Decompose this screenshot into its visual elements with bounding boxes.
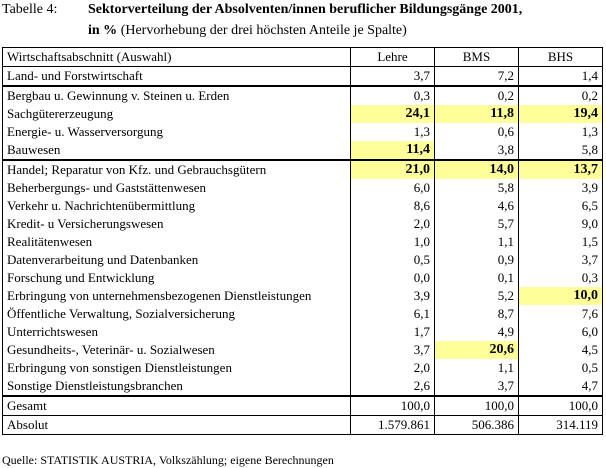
- table-title: Sektorverteilung der Absolventen/innen beruflicher Bildungsgänge 2001,: [88, 2, 523, 17]
- cell-bms: 4,9: [435, 323, 519, 341]
- cell-lehre: 2,0: [351, 215, 435, 233]
- table-row: [3, 141, 603, 160]
- cell-lehre: 1.579.861: [351, 416, 435, 435]
- cell-bhs: 1,3: [519, 123, 603, 141]
- cell-lehre: 1,0: [351, 233, 435, 251]
- cell-lehre-highlighted: 21,0: [351, 160, 435, 179]
- table-row: [3, 179, 603, 197]
- cell-bhs: 100,0: [519, 396, 603, 416]
- row-label: Kredit- u Versicherungswesen: [7, 216, 164, 231]
- cell-lehre: 0,0: [351, 269, 435, 287]
- table-row: [3, 305, 603, 323]
- cell-bms: 506.386: [435, 416, 519, 435]
- row-label: Absolut: [3, 416, 351, 435]
- row-label: Erbringung von sonstigen Dienstleistungen: [7, 360, 232, 375]
- row-label: Sachgütererzeugung: [7, 106, 114, 121]
- cell-lehre: 6,0: [351, 179, 435, 197]
- cell-bhs: 1,4: [519, 67, 603, 87]
- table-header-row: [3, 48, 603, 67]
- row-label: Bauwesen: [7, 142, 61, 157]
- cell-bhs: 0,3: [519, 269, 603, 287]
- header-lehre: Lehre: [351, 48, 435, 67]
- cell-lehre: 3,9: [351, 287, 435, 305]
- cell-lehre: 0,3: [351, 86, 435, 105]
- cell-bhs: 4,7: [519, 377, 603, 396]
- table-row: [3, 215, 603, 233]
- table-row: [3, 160, 603, 179]
- cell-bms: 5,8: [435, 179, 519, 197]
- row-label: Gesundheits-, Veterinär- u. Sozialwesen: [7, 342, 215, 357]
- cell-lehre-highlighted: 24,1: [351, 105, 435, 123]
- cell-bms-highlighted: 20,6: [435, 341, 519, 359]
- cell-bms: 7,2: [435, 67, 519, 87]
- cell-bhs: 7,6: [519, 305, 603, 323]
- sector-distribution-table: [2, 47, 603, 435]
- cell-lehre: 1,7: [351, 323, 435, 341]
- cell-bms: 5,7: [435, 215, 519, 233]
- table-row: [3, 233, 603, 251]
- cell-bms: 0,9: [435, 251, 519, 269]
- header-sector: Wirtschaftsabschnitt (Auswahl): [3, 48, 351, 67]
- table-row: [3, 269, 603, 287]
- row-label: Energie- u. Wasserversorgung: [7, 124, 163, 139]
- table-row: [3, 341, 603, 359]
- cell-bms: 4,6: [435, 197, 519, 215]
- cell-bhs: 1,5: [519, 233, 603, 251]
- table-row: [3, 197, 603, 215]
- cell-bms: 1,1: [435, 359, 519, 377]
- cell-lehre: 3,7: [351, 67, 435, 87]
- cell-bms: 0,6: [435, 123, 519, 141]
- cell-lehre-highlighted: 11,4: [351, 141, 435, 160]
- cell-bms: 0,1: [435, 269, 519, 287]
- row-label: Realitätenwesen: [7, 234, 93, 249]
- cell-bhs: 0,5: [519, 359, 603, 377]
- cell-lehre: 3,7: [351, 341, 435, 359]
- row-label: Verkehr u. Nachrichtenübermittlung: [7, 198, 196, 213]
- cell-bms: 1,1: [435, 233, 519, 251]
- cell-bhs: 5,8: [519, 141, 603, 160]
- row-label: Öffentliche Verwaltung, Sozialversicherung: [7, 306, 236, 321]
- table-subtitle: [88, 22, 600, 40]
- cell-bms: 0,2: [435, 86, 519, 105]
- cell-bms: 8,7: [435, 305, 519, 323]
- cell-bms: 3,8: [435, 141, 519, 160]
- row-label: Sonstige Dienstleistungsbranchen: [7, 378, 183, 393]
- cell-bms: 100,0: [435, 396, 519, 416]
- cell-lehre: 6,1: [351, 305, 435, 323]
- table-number: Tabelle 4:: [2, 2, 58, 17]
- cell-bhs: 0,2: [519, 86, 603, 105]
- table-row: [3, 377, 603, 396]
- cell-lehre: 2,0: [351, 359, 435, 377]
- cell-lehre: 0,5: [351, 251, 435, 269]
- cell-lehre: 100,0: [351, 396, 435, 416]
- table-row: [3, 123, 603, 141]
- table-row: [3, 396, 603, 416]
- source-note: Quelle: STATISTIK AUSTRIA, Volkszählung; eigene Berechnungen: [2, 453, 334, 467]
- unit-label: in %: [88, 23, 118, 38]
- cell-bhs: 314.119: [519, 416, 603, 435]
- cell-lehre: 1,3: [351, 123, 435, 141]
- table-row: [3, 323, 603, 341]
- cell-bhs: 3,7: [519, 251, 603, 269]
- cell-bms-highlighted: 11,8: [435, 105, 519, 123]
- table-row: [3, 105, 603, 123]
- row-label: Unterrichtswesen: [7, 324, 98, 339]
- row-label: Land- und Forstwirtschaft: [7, 68, 143, 83]
- cell-bhs: 4,5: [519, 341, 603, 359]
- row-label: Forschung und Entwicklung: [7, 270, 155, 285]
- table-row: [3, 67, 603, 87]
- header-bms: BMS: [435, 48, 519, 67]
- row-label: Gesamt: [3, 396, 351, 416]
- row-label: Beherbergungs- und Gaststättenwesen: [7, 180, 207, 195]
- table-row: [3, 359, 603, 377]
- row-label: Erbringung von unternehmensbezogenen Dienstleistungen: [7, 288, 312, 303]
- table-row: [3, 251, 603, 269]
- subtitle-note: (Hervorhebung der drei höchsten Anteile je Spalte): [117, 23, 407, 38]
- row-label: Bergbau u. Gewinnung v. Steinen u. Erden: [3, 86, 351, 105]
- cell-bms-highlighted: 14,0: [435, 160, 519, 179]
- cell-bhs-highlighted: 19,4: [519, 105, 603, 123]
- cell-bhs: 6,5: [519, 197, 603, 215]
- cell-bms: 5,2: [435, 287, 519, 305]
- cell-bhs-highlighted: 13,7: [519, 160, 603, 179]
- table-row: [3, 86, 603, 105]
- cell-bhs: 9,0: [519, 215, 603, 233]
- table-row: [3, 287, 603, 305]
- table-row: [3, 416, 603, 435]
- header-bhs: BHS: [519, 48, 603, 67]
- cell-bhs: 6,0: [519, 323, 603, 341]
- cell-bms: 3,7: [435, 377, 519, 396]
- cell-bhs-highlighted: 10,0: [519, 287, 603, 305]
- cell-bhs: 3,9: [519, 179, 603, 197]
- row-label: Handel; Reparatur von Kfz. und Gebrauchsgütern: [3, 160, 351, 179]
- cell-lehre: 2,6: [351, 377, 435, 396]
- row-label: Datenverarbeitung und Datenbanken: [7, 252, 199, 267]
- cell-lehre: 8,6: [351, 197, 435, 215]
